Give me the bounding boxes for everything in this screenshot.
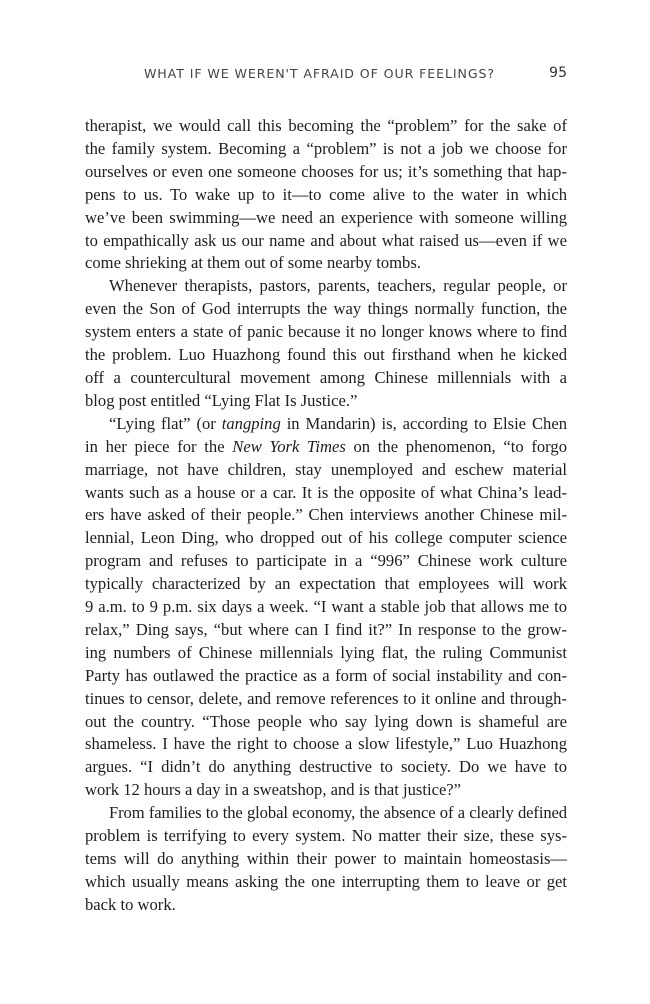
text-segment: out the country. “Those people who say lying down is shameful are [85,711,567,731]
text-segment: to empathically ask us our name and about what raised us—even if we [85,230,567,250]
text-line [85,504,567,527]
text-line [85,230,567,253]
text-segment: blog post entitled “Lying Flat Is Justice.” [85,390,358,410]
text-segment: off a countercultural movement among Chinese millennials with a [85,367,567,387]
text-segment: on the phenomenon, “to forgo [345,436,567,456]
body-text [85,115,567,917]
text-segment: the problem. Luo Huazhong found this out firsthand when he kicked [85,345,567,365]
text-segment: we’ve been swimming—we need an experience with someone willing [85,207,567,227]
text-segment: Party has outlawed the practice as a form of social instability and con- [85,665,567,685]
text-line [85,252,567,275]
text-line [85,642,567,665]
text-line [85,321,567,344]
text-line [85,596,567,619]
text-segment: work 12 hours a day in a sweatshop, and is that justice?” [85,780,462,800]
running-title: WHAT IF WE WEREN'T AFRAID OF OUR FEELINGS? [143,66,495,81]
text-line [85,115,567,138]
paragraph [85,802,567,917]
text-line [85,138,567,161]
text-line [85,848,567,871]
text-segment: tems will do anything within their power to maintain homeostasis— [85,849,567,868]
page-number: 95 [549,65,567,81]
text-segment: even the Son of God interrupts the way things normally function, the [85,299,567,319]
text-segment: therapist, we would call this becoming the “problem” for the sake of [85,116,567,135]
text-line [85,459,567,482]
text-segment: 9 a.m. to 9 p.m. six days a week. “I want a stable job that allows me to [85,597,567,617]
text-segment: ers have asked of their people.” Chen interviews another Chinese mil- [85,505,567,525]
text-line [85,184,567,207]
text-line [85,344,567,367]
text-segment: wants such as a house or a car. It is the opposite of what China’s lead- [85,482,567,502]
text-segment: program and refuses to participate in a “996” Chinese work culture [85,551,567,571]
text-segment: lennial, Leon Ding, who dropped out of his college computer science [85,528,567,548]
text-line [85,733,567,756]
text-line [85,298,567,321]
text-line [85,802,567,825]
text-line [85,871,567,894]
text-segment: argues. “I didn’t do anything destructive to society. Do we have to [85,757,567,777]
text-line [85,527,567,550]
text-line [85,207,567,230]
text-line [85,665,567,688]
text-segment: come shrieking at them out of some nearby tombs. [85,253,421,273]
text-segment: shameless. I have the right to choose a slow lifestyle,” Luo Huazhong [85,734,567,754]
text-segment: marriage, not have children, stay unemployed and eschew material [85,459,567,479]
text-segment: in her piece for the [85,436,233,456]
text-segment: the family system. Becoming a “problem” is not a job we choose for [85,138,567,158]
text-line [85,825,567,848]
text-line [85,779,567,802]
text-segment: From families to the global economy, the absence of a clearly defined [109,803,567,823]
text-segment: ourselves or even one someone chooses for us; it’s something that hap- [85,161,567,181]
text-line [85,550,567,573]
text-line [85,894,567,917]
text-segment: which usually means asking the one interrupting them to leave or get [85,871,567,891]
text-line [85,573,567,596]
text-line [85,275,567,298]
text-segment: problem is terrifying to every system. No matter their size, these sys- [85,826,567,846]
text-segment: tinues to censor, delete, and remove references to it online and through- [85,688,567,708]
text-segment: ing numbers of Chinese millennials lying flat, the ruling Communist [85,642,567,662]
paragraph [85,275,567,412]
text-segment: pens to us. To wake up to it—to come alive to the water in which [85,184,567,204]
text-line [85,161,567,184]
text-line [85,367,567,390]
text-segment: back to work. [85,894,176,914]
text-line [85,390,567,413]
text-line [85,688,567,711]
running-head [85,66,567,86]
text-segment: in Mandarin) is, according to Elsie Chen [280,413,568,433]
text-line [85,619,567,642]
text-line [85,711,567,734]
italic-text: New York Times [232,436,346,456]
italic-text: tangping [221,413,281,433]
text-line [85,756,567,779]
text-segment: “Lying flat” (or [109,413,222,433]
paragraph [85,413,567,802]
text-segment: relax,” Ding says, “but where can I find it?” In response to the grow- [85,619,567,639]
text-segment: Whenever therapists, pastors, parents, teachers, regular people, or [109,276,567,296]
text-line [85,482,567,505]
paragraph [85,115,567,275]
text-segment: typically characterized by an expectation that employees will work [85,574,567,594]
text-segment: system enters a state of panic because it no longer knows where to find [85,322,567,342]
text-line [85,436,567,459]
text-line [85,413,567,436]
